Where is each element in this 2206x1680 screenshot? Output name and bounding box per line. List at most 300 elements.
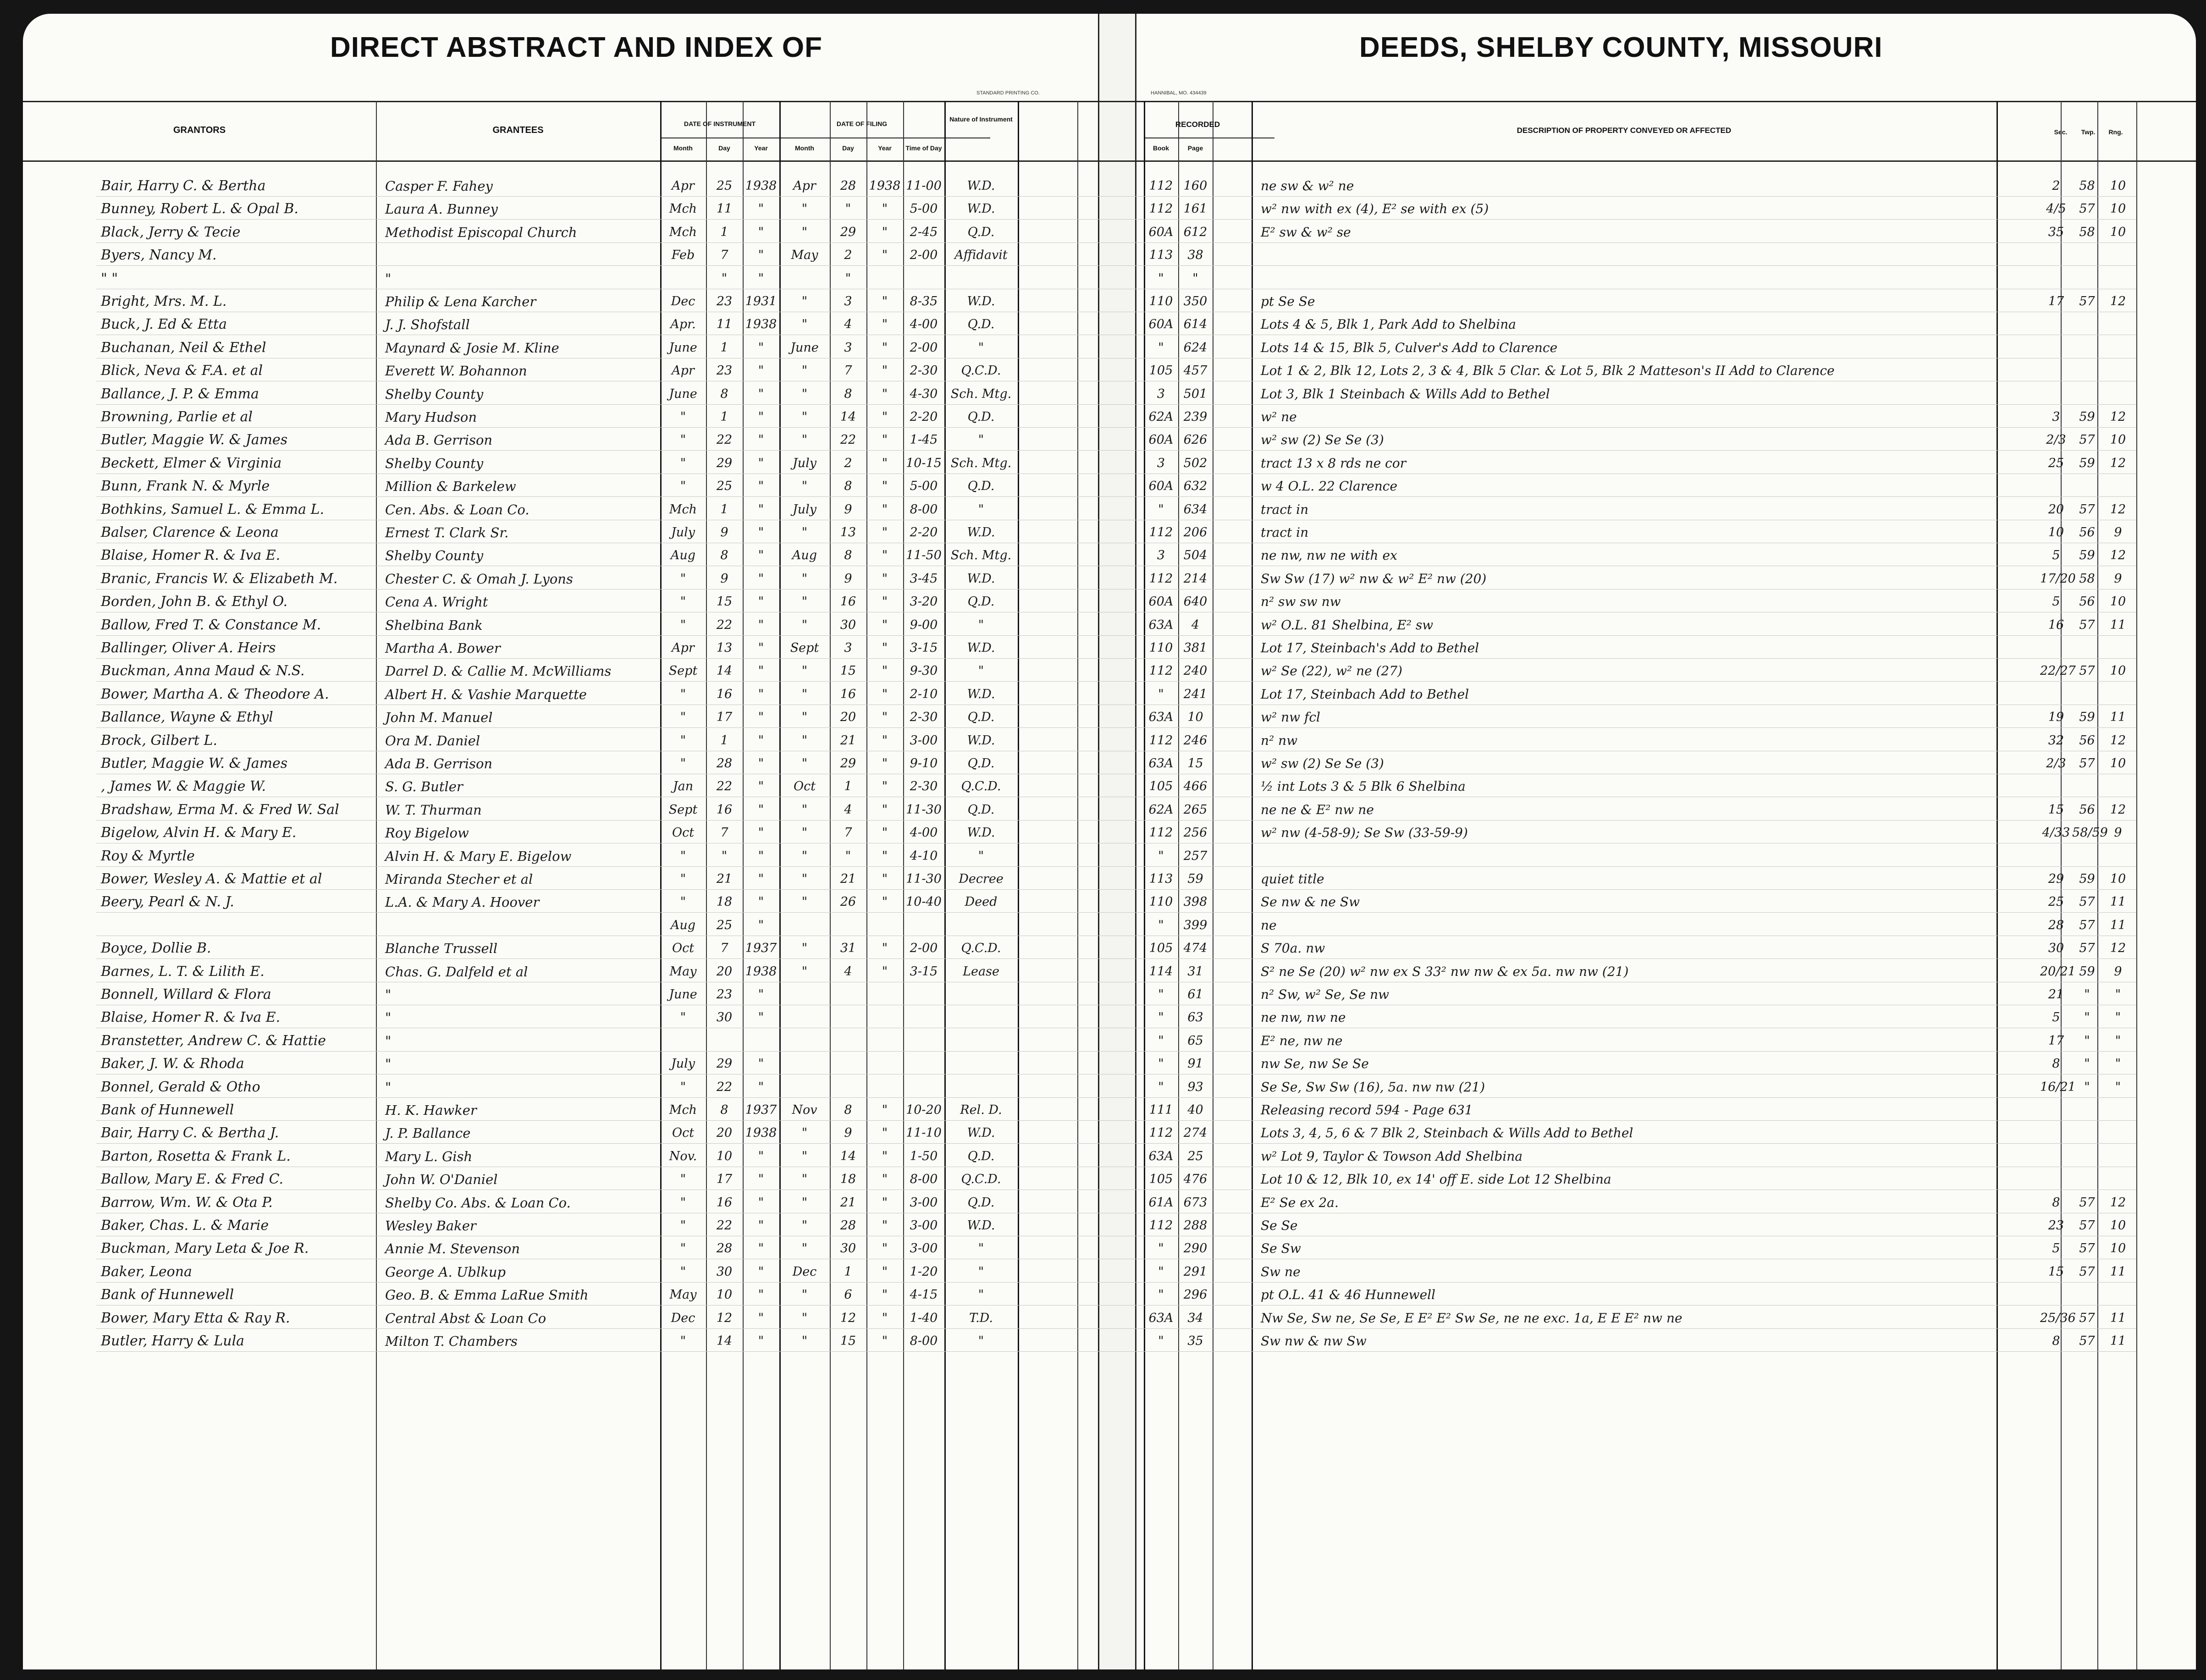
instrument-year-cell: " xyxy=(758,479,764,493)
instrument-month-cell: " xyxy=(680,1172,686,1186)
twp-cell xyxy=(2072,845,2102,867)
grantor-cell: Boyce, Dollie B. xyxy=(101,940,211,956)
twp-cell: 57 xyxy=(2079,918,2095,932)
sec-cell: 4/33 xyxy=(2042,826,2070,840)
time-cell xyxy=(903,914,944,936)
instrument-year-cell: " xyxy=(758,502,764,517)
book-cell: " xyxy=(1158,341,1164,355)
filing-month-cell: June xyxy=(790,341,819,355)
filing-month-cell: " xyxy=(801,1126,808,1140)
sec-cell: 28 xyxy=(2048,918,2064,932)
filing-month-cell: " xyxy=(801,1288,808,1302)
grantee-cell: " xyxy=(385,1010,392,1025)
time-cell: 2-30 xyxy=(910,364,938,378)
instrument-year-cell: " xyxy=(758,1195,764,1210)
filing-day-cell: 21 xyxy=(840,872,856,886)
time-cell: 3-00 xyxy=(910,1241,938,1256)
nature-cell: Deed xyxy=(965,895,998,909)
instrument-year-cell: " xyxy=(758,895,764,909)
grantor-cell: Ballance, Wayne & Ethyl xyxy=(101,709,273,725)
instrument-day-cell: 8 xyxy=(720,548,728,562)
filing-day-cell: 3 xyxy=(844,294,852,308)
filing-day-cell: 26 xyxy=(840,895,856,909)
book-cell: 112 xyxy=(1149,1218,1173,1233)
filing-day-cell: 9 xyxy=(844,572,852,586)
nature-cell: Sch. Mtg. xyxy=(950,548,1012,562)
time-cell: 9-10 xyxy=(910,756,938,771)
instrument-year-cell: " xyxy=(758,710,764,724)
instrument-year-cell: " xyxy=(758,1241,764,1256)
description-cell: Se Se, Sw Sw (16), 5a. nw nw (21) xyxy=(1261,1080,1485,1095)
time-cell: 11-30 xyxy=(906,803,942,817)
filing-day-cell: 7 xyxy=(844,364,852,378)
twp-cell xyxy=(2072,1168,2102,1190)
instrument-year-cell: " xyxy=(758,641,764,655)
twp-cell: 57 xyxy=(2079,895,2095,909)
grantee-cell: Martha A. Bower xyxy=(385,640,501,656)
filing-month-cell: " xyxy=(801,294,808,308)
twp-cell: " xyxy=(2084,1034,2090,1048)
nature-cell: W.D. xyxy=(967,826,995,840)
nature-cell: T.D. xyxy=(969,1311,993,1325)
filing-month-cell: Apr xyxy=(793,179,816,193)
nature-cell: Q.D. xyxy=(967,1149,995,1163)
book-cell: " xyxy=(1158,1241,1164,1256)
grantor-cell: Beery, Pearl & N. J. xyxy=(101,894,234,910)
instrument-year-cell: " xyxy=(758,364,764,378)
grantee-cell: Annie M. Stevenson xyxy=(385,1241,520,1256)
instrument-day-cell: 20 xyxy=(716,1126,733,1140)
header-filing-day: Day xyxy=(842,144,854,152)
nature-cell: Q.C.D. xyxy=(961,779,1001,793)
book-cell: 60A xyxy=(1148,479,1174,493)
filing-year-cell: " xyxy=(882,410,888,424)
page-cell: 502 xyxy=(1183,456,1208,470)
filing-year-cell: " xyxy=(882,1126,888,1140)
filing-month-cell xyxy=(779,1030,830,1052)
rng-cell: 12 xyxy=(2110,1195,2126,1210)
grantee-cell: Shelby County xyxy=(385,456,484,471)
rng-cell xyxy=(2102,776,2134,798)
rng-cell xyxy=(2102,845,2134,867)
rng-cell: 10 xyxy=(2110,433,2126,447)
twp-cell: 59 xyxy=(2079,410,2095,424)
grantor-cell: Bower, Wesley A. & Mattie et al xyxy=(101,871,322,887)
nature-cell: Q.D. xyxy=(967,1195,995,1210)
page-cell: 632 xyxy=(1183,479,1208,493)
page-cell: 614 xyxy=(1183,317,1208,331)
rng-cell: 11 xyxy=(2110,618,2126,632)
twp-cell: 59 xyxy=(2079,456,2095,470)
twp-cell: 57 xyxy=(2079,756,2095,771)
book-cell: " xyxy=(1158,1057,1164,1071)
instrument-month-cell: Mch xyxy=(669,225,697,239)
twp-cell: 57 xyxy=(2079,1218,2095,1233)
grantee-cell: Mary Hudson xyxy=(385,409,477,425)
sec-cell: 35 xyxy=(2048,225,2064,239)
filing-year-cell: " xyxy=(882,826,888,840)
instrument-month-cell: Oct xyxy=(672,1126,695,1140)
sec-cell: 30 xyxy=(2048,941,2064,955)
page-cell: 257 xyxy=(1183,849,1208,863)
header-time-of-day: Time of Day xyxy=(905,144,942,152)
instrument-month-cell: Apr xyxy=(672,641,695,655)
instrument-month-cell: " xyxy=(680,479,686,493)
filing-month-cell xyxy=(779,268,830,290)
header-date-of-filing: DATE OF FILING xyxy=(836,120,888,127)
filing-day-cell: 4 xyxy=(844,317,852,331)
twp-cell: 57 xyxy=(2079,502,2095,517)
description-cell: nw Se, nw Se Se xyxy=(1261,1056,1369,1071)
instrument-day-cell: 16 xyxy=(716,803,733,817)
time-cell: 4-10 xyxy=(910,849,938,863)
filing-year-cell: " xyxy=(882,248,888,262)
instrument-year-cell: " xyxy=(758,572,764,586)
instrument-month-cell: Oct xyxy=(672,941,695,955)
grantee-cell: S. G. Butler xyxy=(385,779,463,794)
page-cell: 626 xyxy=(1183,433,1208,447)
description-cell xyxy=(1261,244,1994,266)
twp-cell: " xyxy=(2084,987,2090,1002)
page-cell: 612 xyxy=(1183,225,1208,239)
twp-cell: 57 xyxy=(2079,1311,2095,1325)
book-cell: 112 xyxy=(1149,525,1173,540)
sec-cell: 25 xyxy=(2048,456,2064,470)
grantor-cell: Bunn, Frank N. & Myrle xyxy=(101,478,270,494)
filing-year-cell: " xyxy=(882,364,888,378)
instrument-month-cell: Jan xyxy=(673,779,694,793)
sec-cell: 2/3 xyxy=(2046,756,2066,771)
book-cell: " xyxy=(1158,271,1164,286)
filing-month-cell xyxy=(779,1007,830,1029)
sec-cell xyxy=(2040,1284,2072,1306)
instrument-month-cell: " xyxy=(680,456,686,470)
nature-cell xyxy=(944,1030,1018,1052)
grantee-cell: Milton T. Chambers xyxy=(385,1333,518,1349)
filing-year-cell: " xyxy=(882,1241,888,1256)
nature-cell xyxy=(944,268,1018,290)
filing-year-cell: " xyxy=(882,895,888,909)
book-cell: " xyxy=(1158,1334,1164,1348)
header-filing-month: Month xyxy=(795,144,814,152)
twp-cell xyxy=(2072,360,2102,382)
instrument-day-cell: 30 xyxy=(716,1010,733,1025)
book-cell: 112 xyxy=(1149,202,1173,216)
description-cell: w² sw (2) Se Se (3) xyxy=(1261,432,1384,447)
sec-cell: 20 xyxy=(2048,502,2064,517)
twp-cell: 57 xyxy=(2079,1241,2095,1256)
twp-cell xyxy=(2072,776,2102,798)
filing-day-cell: 12 xyxy=(840,1311,856,1325)
grantee-cell: Maynard & Josie M. Kline xyxy=(385,340,559,356)
filing-month-cell: " xyxy=(801,479,808,493)
sec-cell: 5 xyxy=(2052,1241,2060,1256)
header-filing-year: Year xyxy=(878,144,892,152)
instrument-month-cell: " xyxy=(680,1218,686,1233)
instrument-month-cell: Sept xyxy=(668,664,698,678)
description-cell: Lots 4 & 5, Blk 1, Park Add to Shelbina xyxy=(1261,317,1516,332)
rng-cell xyxy=(2102,1284,2134,1306)
grantee-cell: Million & Barkelew xyxy=(385,479,516,494)
filing-day-cell: 18 xyxy=(840,1172,856,1186)
sec-cell: 25 xyxy=(2048,895,2064,909)
description-cell: Se Sw xyxy=(1261,1241,1301,1256)
time-cell: 3-20 xyxy=(910,595,938,609)
filing-year-cell: " xyxy=(882,1265,888,1279)
time-cell: 8-00 xyxy=(910,1334,938,1348)
instrument-day-cell: 1 xyxy=(720,225,728,239)
sec-cell: 16 xyxy=(2048,618,2064,632)
time-cell: 2-30 xyxy=(910,779,938,793)
book-cell: 62A xyxy=(1148,803,1174,817)
filing-day-cell: 6 xyxy=(844,1288,852,1302)
filing-year-cell xyxy=(866,1053,903,1075)
grantor-cell: Borden, John B. & Ethyl O. xyxy=(101,594,288,610)
description-cell: w² ne xyxy=(1261,409,1297,424)
instrument-day-cell: 23 xyxy=(716,987,733,1002)
time-cell: 4-15 xyxy=(910,1288,938,1302)
rng-cell xyxy=(2102,383,2134,405)
grantor-cell: Ballance, J. P. & Emma xyxy=(101,386,259,402)
sec-cell xyxy=(2040,314,2072,336)
filing-day-cell: 16 xyxy=(840,595,856,609)
rng-cell xyxy=(2102,683,2134,705)
page-cell: 466 xyxy=(1183,779,1208,793)
filing-year-cell: " xyxy=(882,572,888,586)
description-cell: S 70a. nw xyxy=(1261,941,1325,956)
description-cell xyxy=(1261,268,1994,290)
sec-cell: 22/27 xyxy=(2040,664,2076,678)
instrument-year-cell: " xyxy=(758,548,764,562)
rng-cell xyxy=(2102,244,2134,266)
book-cell: 63A xyxy=(1148,1149,1174,1163)
book-cell: " xyxy=(1158,918,1164,932)
grantor-cell: Buckman, Mary Leta & Joe R. xyxy=(101,1240,309,1256)
twp-cell: 59 xyxy=(2079,548,2095,562)
header-description: DESCRIPTION OF PROPERTY CONVEYED OR AFFECTED xyxy=(1517,126,1732,135)
filing-day-cell: 29 xyxy=(840,225,856,239)
header-sec: Sec. xyxy=(2054,128,2068,136)
filing-day-cell: 2 xyxy=(844,248,852,262)
filing-month-cell: " xyxy=(801,202,808,216)
rng-cell: 12 xyxy=(2110,548,2126,562)
filing-year-cell: " xyxy=(882,618,888,632)
header-recorded: RECORDED xyxy=(1175,120,1220,129)
sec-cell: 10 xyxy=(2048,525,2064,540)
nature-cell: W.D. xyxy=(967,1126,995,1140)
instrument-month-cell: June xyxy=(669,387,697,401)
filing-month-cell: " xyxy=(801,941,808,955)
book-cell: 60A xyxy=(1148,317,1174,331)
twp-cell: " xyxy=(2084,1080,2090,1094)
twp-cell: 57 xyxy=(2079,618,2095,632)
filing-year-cell xyxy=(866,914,903,936)
page-cell: 25 xyxy=(1187,1149,1203,1163)
time-cell xyxy=(903,1030,944,1052)
time-cell: 4-00 xyxy=(910,317,938,331)
page-cell: 161 xyxy=(1183,202,1208,216)
sec-cell: 5 xyxy=(2052,595,2060,609)
header-bottom-rule xyxy=(23,160,2196,162)
rng-cell: 10 xyxy=(2110,202,2126,216)
time-cell: 3-45 xyxy=(910,572,938,586)
filing-year-cell: " xyxy=(882,687,888,701)
sec-cell xyxy=(2040,383,2072,405)
grantor-cell: Butler, Harry & Lula xyxy=(101,1333,245,1349)
book-cell: 105 xyxy=(1149,1172,1173,1186)
col-rule xyxy=(1018,101,1019,1669)
sec-cell: 2 xyxy=(2052,179,2060,193)
instrument-month-cell: " xyxy=(680,710,686,724)
description-cell: Releasing record 594 - Page 631 xyxy=(1261,1102,1473,1118)
printer-location: HANNIBAL, MO. 434439 xyxy=(1151,90,1207,96)
col-rule xyxy=(1996,101,1998,1669)
page-cell: 624 xyxy=(1183,341,1208,355)
filing-day-cell: 15 xyxy=(840,1334,856,1348)
rng-cell: 12 xyxy=(2110,733,2126,748)
time-cell: 3-15 xyxy=(910,641,938,655)
instrument-month-cell: " xyxy=(680,849,686,863)
instrument-day-cell: 14 xyxy=(716,1334,733,1348)
time-cell: 11-50 xyxy=(906,548,942,562)
filing-month-cell: " xyxy=(801,317,808,331)
sec-cell: 23 xyxy=(2048,1218,2064,1233)
sec-cell: 29 xyxy=(2048,872,2064,886)
grantor-cell: Beckett, Elmer & Virginia xyxy=(101,455,282,471)
time-cell: 1-20 xyxy=(910,1265,938,1279)
instrument-year-cell: " xyxy=(758,987,764,1002)
instrument-day-cell: 21 xyxy=(716,872,733,886)
grantor-cell: Bower, Martha A. & Theodore A. xyxy=(101,686,329,702)
filing-year-cell xyxy=(866,268,903,290)
book-cell: 112 xyxy=(1149,1126,1173,1140)
instrument-month-cell: Apr xyxy=(672,179,695,193)
instrument-day-cell: 20 xyxy=(716,964,733,979)
instrument-day-cell: 28 xyxy=(716,756,733,771)
filing-day-cell xyxy=(830,1076,866,1098)
page-cell: 34 xyxy=(1187,1311,1203,1325)
instrument-year-cell: " xyxy=(758,1057,764,1071)
description-cell: w² O.L. 81 Shelbina, E² sw xyxy=(1261,617,1434,633)
twp-cell: 59 xyxy=(2079,710,2095,724)
grantor-cell xyxy=(101,914,374,936)
filing-month-cell: " xyxy=(801,1311,808,1325)
description-cell: Lot 3, Blk 1 Steinbach & Wills Add to Bethel xyxy=(1261,386,1550,402)
description-cell: Lot 17, Steinbach's Add to Bethel xyxy=(1261,640,1479,655)
grantee-cell: Cena A. Wright xyxy=(385,594,488,610)
instrument-day-cell: 7 xyxy=(720,248,728,262)
instrument-year-cell xyxy=(743,1030,779,1052)
page-cell: 241 xyxy=(1183,687,1208,701)
book-cell: 63A xyxy=(1148,756,1174,771)
twp-cell: 56 xyxy=(2079,595,2095,609)
filing-year-cell: " xyxy=(882,1218,888,1233)
instrument-month-cell: " xyxy=(680,756,686,771)
time-cell: 2-30 xyxy=(910,710,938,724)
filing-month-cell: " xyxy=(801,1149,808,1163)
rng-cell xyxy=(2102,1168,2134,1190)
rng-cell: 12 xyxy=(2110,941,2126,955)
sec-cell: 19 xyxy=(2048,710,2064,724)
sec-cell: 15 xyxy=(2048,803,2064,817)
filing-month-cell: " xyxy=(801,1195,808,1210)
page-cell: 296 xyxy=(1183,1288,1208,1302)
instrument-month-cell: " xyxy=(680,618,686,632)
filing-month-cell: " xyxy=(801,1218,808,1233)
rng-cell: 12 xyxy=(2110,294,2126,308)
filing-month-cell: " xyxy=(801,572,808,586)
grantor-cell: Buchanan, Neil & Ethel xyxy=(101,340,266,356)
rng-cell: 10 xyxy=(2110,1218,2126,1233)
grantee-cell: L.A. & Mary A. Hoover xyxy=(385,894,540,910)
instrument-month-cell xyxy=(660,268,706,290)
sec-cell xyxy=(2040,845,2072,867)
sec-cell xyxy=(2040,244,2072,266)
instrument-day-cell: 9 xyxy=(720,525,728,540)
filing-day-cell: 3 xyxy=(844,641,852,655)
instrument-day-cell: 17 xyxy=(716,1172,733,1186)
instrument-month-cell: " xyxy=(680,1010,686,1025)
sec-cell: 15 xyxy=(2048,1265,2064,1279)
filing-month-cell: " xyxy=(801,733,808,748)
page-cell: 274 xyxy=(1183,1126,1208,1140)
instrument-year-cell: " xyxy=(758,341,764,355)
filing-day-cell: 29 xyxy=(840,756,856,771)
grantor-cell: Bower, Mary Etta & Ray R. xyxy=(101,1310,290,1326)
instrument-day-cell: 8 xyxy=(720,1103,728,1117)
instrument-year-cell: " xyxy=(758,595,764,609)
filing-day-cell: 4 xyxy=(844,803,852,817)
filing-month-cell: " xyxy=(801,1241,808,1256)
sec-cell: 4/5 xyxy=(2046,202,2066,216)
instrument-year-cell: 1937 xyxy=(745,1103,777,1117)
instrument-year-cell: " xyxy=(758,271,764,286)
twp-cell: 58 xyxy=(2079,179,2095,193)
grantor-cell: Brock, Gilbert L. xyxy=(101,733,218,749)
book-cell: 62A xyxy=(1148,410,1174,424)
filing-year-cell: " xyxy=(882,294,888,308)
rng-cell: 11 xyxy=(2110,710,2126,724)
instrument-year-cell: " xyxy=(758,525,764,540)
description-cell: ne nw, nw ne xyxy=(1261,1010,1346,1025)
nature-cell: Q.D. xyxy=(967,479,995,493)
instrument-day-cell: 16 xyxy=(716,1195,733,1210)
filing-year-cell: " xyxy=(882,387,888,401)
nature-cell: Q.C.D. xyxy=(961,941,1001,955)
col-rule xyxy=(1077,101,1078,1669)
filing-year-cell: " xyxy=(882,756,888,771)
nature-cell: W.D. xyxy=(967,202,995,216)
filing-day-cell: 22 xyxy=(840,433,856,447)
twp-cell xyxy=(2072,1146,2102,1168)
instrument-month-cell: " xyxy=(680,410,686,424)
printer-mark: STANDARD PRINTING CO. xyxy=(976,90,1040,96)
instrument-year-cell: " xyxy=(758,756,764,771)
page-cell: 63 xyxy=(1187,1010,1203,1025)
page-cell: 4 xyxy=(1191,618,1200,632)
filing-day-cell: 3 xyxy=(844,341,852,355)
grantee-cell: " xyxy=(385,271,392,286)
instrument-day-cell: 13 xyxy=(716,641,733,655)
filing-month-cell: July xyxy=(792,456,817,470)
filing-year-cell: " xyxy=(882,803,888,817)
grantee-cell xyxy=(385,244,658,266)
description-cell: w² nw (4-58-9); Se Sw (33-59-9) xyxy=(1261,825,1468,840)
filing-month-cell: Nov xyxy=(792,1103,817,1117)
rng-cell: " xyxy=(2115,1080,2121,1094)
filing-day-cell: 7 xyxy=(844,826,852,840)
instrument-year-cell: 1938 xyxy=(745,964,777,979)
